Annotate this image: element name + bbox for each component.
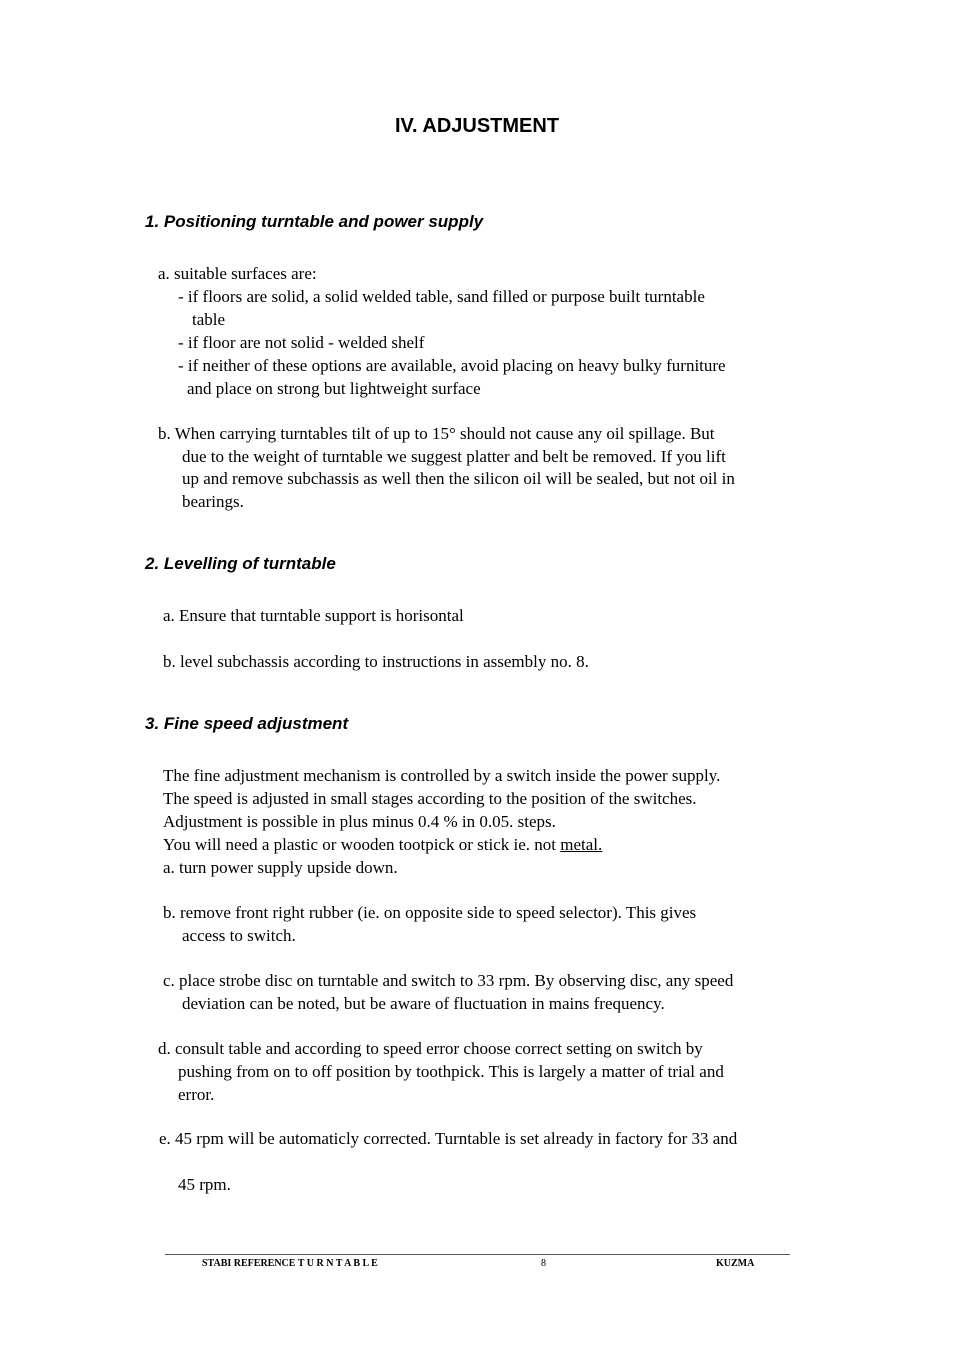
section-3-item-a: a. turn power supply upside down. [163,858,398,877]
section-1-bullet: - if floor are not solid - welded shelf [178,333,425,352]
section-1-bullet-cont: and place on strong but lightweight surface [187,379,481,398]
need-text: You will need a plastic or wooden tootpick or stick ie. not [163,835,561,854]
section-2-item-b: b. level subchassis according to instructions in assembly no. 8. [163,652,589,671]
section-1-heading: 1. Positioning turntable and power supply [145,212,484,231]
section-3-item-d-cont: pushing from on to off position by toothpick. This is largely a matter of trial and [178,1062,724,1081]
footer-page-number: 8 [541,1258,546,1269]
section-2-heading: 2. Levelling of turntable [145,554,336,573]
section-2-item-a: a. Ensure that turntable support is horisontal [163,606,464,625]
section-3-item-e-cont: 45 rpm. [178,1175,231,1194]
section-1-item-b-cont: due to the weight of turntable we suggest platter and belt be removed. If you lift [182,447,726,466]
footer-left: STABI REFERENCE T U R N T A B L E [202,1258,378,1269]
section-3-heading: 3. Fine speed adjustment [145,714,349,733]
need-underlined: metal. [560,835,603,854]
section-1-item-b: b. When carrying turntables tilt of up to 15° should not cause any oil spillage. But [158,424,715,443]
section-3-item-b-cont: access to switch. [182,926,296,945]
section-1-bullet-cont: table [192,310,226,329]
section-3-item-b: b. remove front right rubber (ie. on opposite side to speed selector). This gives [163,903,697,922]
footer-right: KUZMA [716,1258,755,1269]
section-3-item-e: e. 45 rpm will be automaticly corrected. Turntable is set already in factory for 33 and [159,1129,738,1148]
section-3-item-c: c. place strobe disc on turntable and switch to 33 rpm. By observing disc, any speed [163,971,734,990]
section-1-item-a: a. suitable surfaces are: [158,264,317,283]
section-3-intro: Adjustment is possible in plus minus 0.4 % in 0.05. steps. [163,812,556,831]
section-1-bullet: - if floors are solid, a solid welded table, sand filled or purpose built turntable [178,287,705,306]
section-3-intro: The fine adjustment mechanism is controlled by a switch inside the power supply. [163,766,721,785]
section-1-item-b-cont: bearings. [182,492,244,511]
footer-rule [165,1254,790,1255]
section-3-item-d: d. consult table and according to speed error choose correct setting on switch by [158,1039,703,1058]
section-1-item-b-cont: up and remove subchassis as well then the silicon oil will be sealed, but not oil in [182,469,735,488]
section-1-bullet: - if neither of these options are available, avoid placing on heavy bulky furniture [178,356,726,375]
section-3-item-d-cont: error. [178,1085,215,1104]
section-3-need-line [163,833,602,856]
page-title: IV. ADJUSTMENT [394,115,560,137]
section-3-intro: The speed is adjusted in small stages according to the position of the switches. [163,789,697,808]
section-3-item-c-cont: deviation can be noted, but be aware of fluctuation in mains frequency. [182,994,665,1013]
